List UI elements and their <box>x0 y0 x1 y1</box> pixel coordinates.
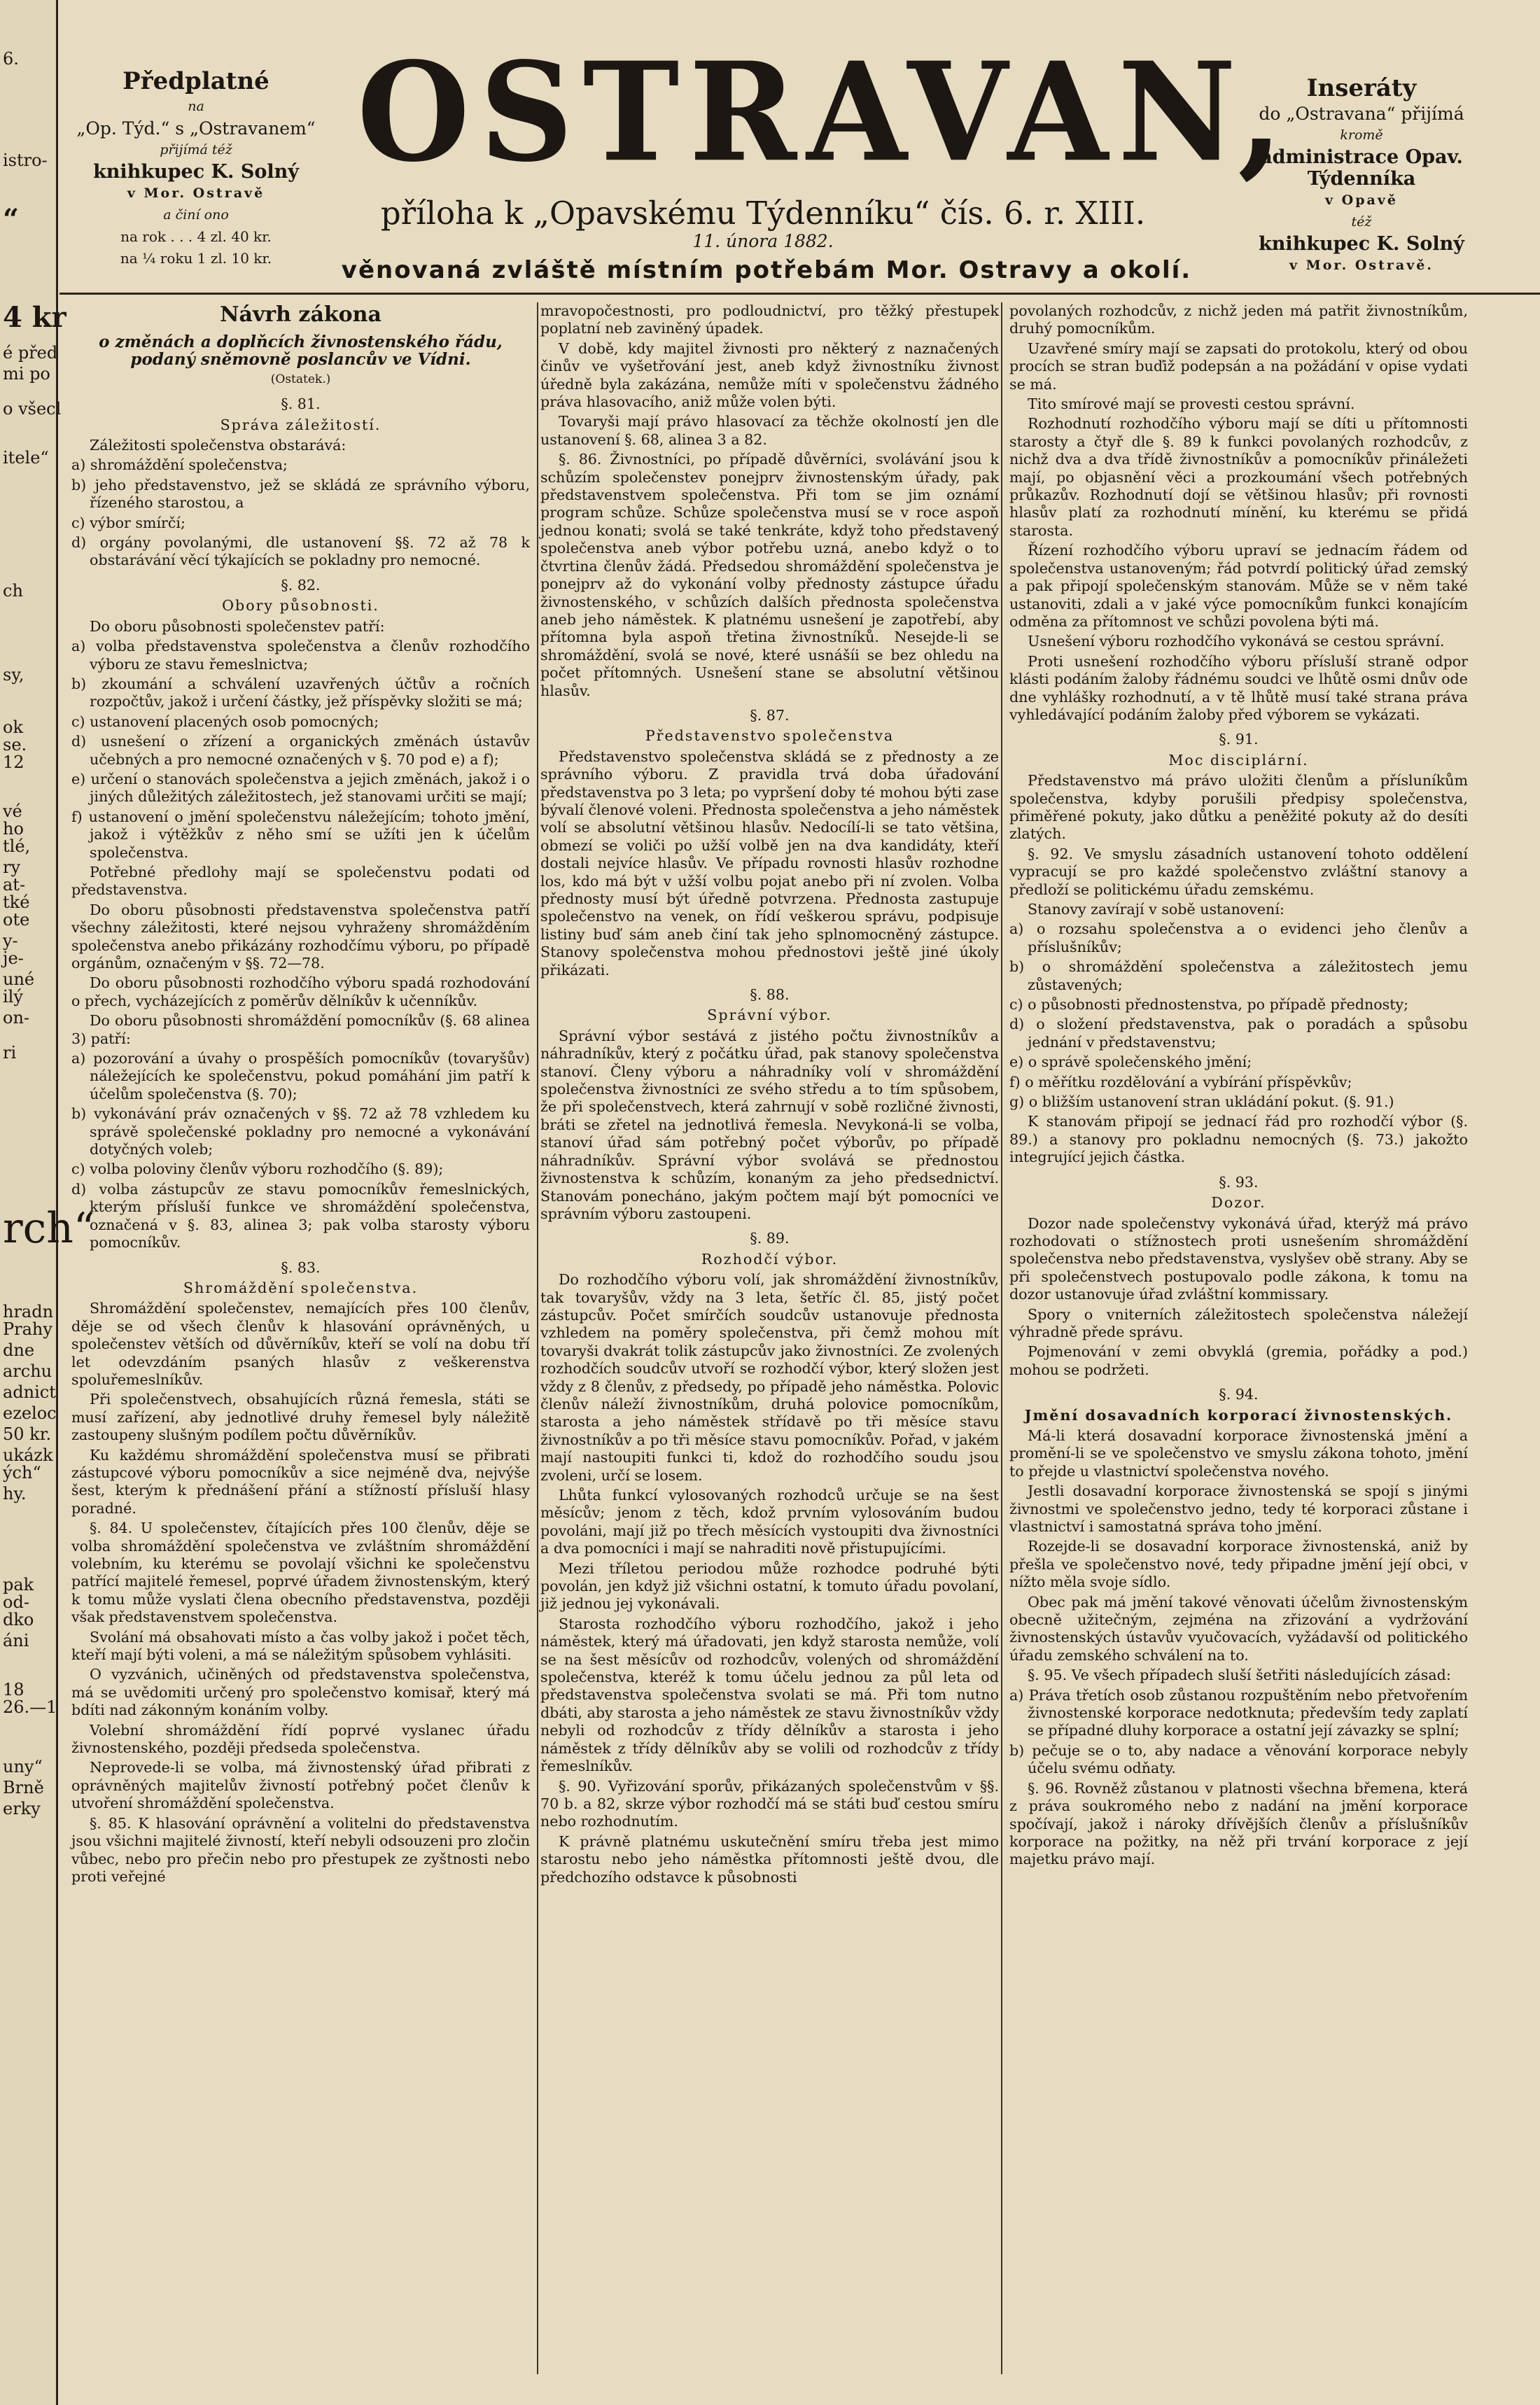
margin-fragment: ry <box>3 857 21 877</box>
paragraph: V době, kdy majitel živnosti pro některý z naznačených činův ve vyšetřování jest, aneb když živnostníku živnost úředně byla zakázána, nemůže míti v společenstvu žádného práva hlasovacího, aniž může volen býti. <box>540 339 999 411</box>
paragraph: Do oboru působnosti rozhodčího výboru spadá rozhodování o přech, vycházejících z poměrův dělníkův k učenníkův. <box>71 974 530 1009</box>
paragraph: Usnešení výboru rozhodčího vykonává se cestou správní. <box>1028 633 1445 650</box>
section-title: Rozhodčí výbor. <box>701 1250 839 1268</box>
margin-fragment: hradn <box>3 1302 54 1321</box>
paragraph: Proti usnešení rozhodčího výboru přísluší straně odpor klásti podáním žaloby řádnému soudci ve lhůtě osmi dnův ode dne vyhlášky rozhodnutí, a v tě lhůtě musí také strana práva vyhledávající podáním žaloby před výborem se vykázati. <box>1009 652 1468 723</box>
advert-line: administrace Opav. Týdenníka <box>1260 146 1463 190</box>
margin-fragment: ilý <box>3 987 23 1007</box>
paragraph: Rozejde-li se dosavadní korporace živnostenská, aniž by přešla ve společenstvo nové, tedy připadne jmění její obci, v nížto měla svoje sídlo. <box>1009 1538 1468 1591</box>
list-item: b) o shromáždění společenstva a záležitostech jemu zůstavených; <box>1009 958 1468 993</box>
margin-fragment: 12 <box>3 752 24 772</box>
paragraph: §. 95. Ve všech případech sluší šetřiti následujících zásad: <box>1028 1667 1451 1684</box>
article-subtitle: o změnách a doplňcích živnostenského řádu, podaný sněmovně poslancův ve Vídni. <box>99 332 503 370</box>
margin-fragment: archu <box>3 1361 52 1381</box>
paragraph: Do oboru působnosti společenstev patří: <box>90 617 385 635</box>
margin-fragment: uné <box>3 969 35 989</box>
margin-fragment: 50 kr. <box>3 1424 52 1444</box>
paragraph: Tito smírové mají se provesti cestou správní. <box>1028 395 1355 413</box>
margin-fragment: ho <box>3 819 24 839</box>
margin-fragment: Brně <box>3 1778 44 1797</box>
section-number: §. 91. <box>1219 731 1259 748</box>
list-item: c) o působnosti přednostenstva, po případě přednosty; <box>1009 996 1409 1014</box>
paragraph: Při společenstvech, obsahujících různá řemesla, státi se musí zařízení, aby jednotlivé druhy řemesel byly náležitě zastoupeny slušným podílem počtu důvěrníkův. <box>71 1391 530 1444</box>
list-item: c) volba poloviny členův výboru rozhodčího (§. 89); <box>71 1161 444 1178</box>
paragraph: Shromáždění společenstev, nemajících přes 100 členův, děje se od všech členův k hlasování oprávněných, u společenstev větších od důvěrníkův, kteří se volí na dobu tří let odevzdáním psaných hlasův z veškerenstva spoluřemeslníkův. <box>71 1300 530 1388</box>
list-item: g) o bližším ustanovení stran ukládání pokut. (§. 91.) <box>1009 1093 1394 1111</box>
paragraph: K stanovám připojí se jednací řád pro rozhodčí výbor (§. 89.) a stanovy pro pokladnu nemocných (§. 73.) jakožto integrující jejich částka. <box>1009 1113 1468 1166</box>
paragraph: Ku každému shromáždění společenstva musí se přibrati zástupcové výboru pomocníkův a sice nejméně dva, nejvýše šest, kterým k přednášení přání a stížností přísluší hlasy poradné. <box>71 1446 530 1517</box>
subscription-line: na rok . . . 4 zl. 40 kr. <box>120 228 272 245</box>
advert-line: kromě <box>1340 127 1383 143</box>
list-item: c) výbor smírčí; <box>71 514 186 531</box>
advert-line: v Opavě <box>1325 192 1398 208</box>
margin-fragment: se. <box>3 735 27 755</box>
margin-fragment: hy. <box>3 1484 27 1503</box>
margin-fragment: ok <box>3 717 23 737</box>
continued-note: (Ostatek.) <box>270 372 331 386</box>
margin-fragment: at- <box>3 875 26 895</box>
subscription-box <box>70 66 322 269</box>
list-item: d) volba zástupcův ze stavu pomocníkův řemeslnických, kterým přísluší funkce ve shromáždění společenstva, označená v §. 83, alinea 3; pak volba starosty výboru pomocníkův. <box>71 1180 530 1251</box>
column-separator <box>1001 302 1002 2374</box>
list-item: e) o správě společenského jmění; <box>1009 1053 1252 1071</box>
margin-fragment: áni <box>3 1631 29 1650</box>
section-number: §. 94. <box>1219 1386 1259 1403</box>
list-item: a) o rozsahu společenstva a o evidenci jeho členův a příslušníkův; <box>1009 920 1468 955</box>
section-title: Správní výbor. <box>707 1007 832 1024</box>
section-title: Obory působnosti. <box>222 597 379 615</box>
masthead-date: 11. února 1882. <box>692 231 834 251</box>
list-item: b) jeho představenstvo, jež se skládá ze správního výboru, řízeného starostou, a <box>71 476 530 512</box>
section-title: Jmění dosavadních korporací živnostenských. <box>1024 1406 1453 1424</box>
margin-fragment: dko <box>3 1610 34 1629</box>
advert-line: v Mor. Ostravě. <box>1289 258 1434 273</box>
list-item: a) volba představenstva společenstva a členův rozhodčího výboru ze stavu řemeslnictva; <box>71 638 530 673</box>
list-item: f) o měřítku rozdělování a vybírání příspěvkův; <box>1009 1073 1352 1091</box>
masthead-subtitle: příloha k „Opavskému Týdenníku“ čís. 6. r. XIII. <box>380 195 1146 232</box>
paragraph: §. 86. Živnostníci, po případě důvěrníci, svolávání jsou k schůzím společenstev ponejprv živnostenským úřady, pak představenstvem společenstva. Při tom se jim oznámí program schůze. Schůze společenstva musí se v roce aspoň jednou konati; svolá se také tenkráte, když toho představený společenstva aneb výbor potřebu uzná, anebo když o to čtvrtina členův žádá. Předsedou shromáždění společenstva je ponejprv až do vykonání volby přednosty zástupce úřadu živnostenského, v schůzích dalších přednosta společenstva aneb jeho náměstek. K platnému usnešení je zapotřebí, aby přítomna byla aspoň třetina živnostníků. Nesejde-li se shromáždění, svolá se nové, které usnášíi se bez ohledu na počet přítomných. Usnešení stane se absolutní většinou hlasův. <box>540 451 999 699</box>
paragraph: Uzavřené smíry mají se zapsati do protokolu, který od obou procích se stran buďiž podepsán a na požádání v opise vydati se má. <box>1009 339 1468 393</box>
paragraph: Představenstvo společenstva skládá se z přednosty a ze správního výboru. Z pravidla trvá doba úřadování představenstva po 3 leta; po vypršení doby té mohou býti zase bývalí členové voleni. Přednosta společenstva a jeho náměstek volí se absolutní většinou hlasův. Nedocílí-li se tato většina, obmezí se voliči po užší volbě jen na dva kandidáty, kteří dostali nejvíce hlasův. Ve případu rovnosti hlasův rozhodne los, kdo má být v užší volbu pojat anebo při ní zvolen. Volba přednosty musí být úředně potvrzena. Přednosta zastupuje společenstvo na venek, on řídí veškerou správu, podpisuje listiny buď sám aneb činí tak jeho splnomocněný zástupce. Stanovy společenstva mohou přednostovi ještě jiné úkoly přikázati. <box>540 748 999 979</box>
section-title: Představenstvo společenstva <box>645 727 895 745</box>
paragraph: mravopočestnosti, pro podloudnictví, pro těžký přestupek poplatní neb zaviněný úpadek. <box>540 302 999 337</box>
paragraph: Záležitosti společenstva obstarává: <box>90 437 346 454</box>
paragraph: Starosta rozhodčího výboru rozhodčího, jakož i jeho náměstek, který má úřadovati, jen když starosta nemůže, volí se na šest měsícův od rozhodcův, volených od shromáždění společenstva, kteréž k tomu účelu jednou za půl leta od představenstva společenstva svolati se má. Při tom nutno dbáti, aby starosta a jeho náměstek ze stavu živnostníkův vždy nebyli od rozhodcův z třídy dělníkův a starosta i jeho náměstek z třídy dělníkův aby se volili od rozhodcův z třídy řemeslníkův. <box>540 1615 999 1775</box>
margin-fragment: ri <box>3 1043 17 1063</box>
paragraph: Spory o vniterních záležitostech společenstva náležejí výhradně přede správu. <box>1009 1305 1468 1340</box>
list-item: e) určení o stanovách společenstva a jejich změnách, jakož i o jiných důležitých záležitostech, jež stanovami určiti se mají; <box>71 770 530 806</box>
paragraph: Neprovede-li se volba, má živnostenský úřad přibrati z oprávněných majitelův živností potřebný počet členův k utvoření shromáždění společenstva. <box>71 1759 530 1812</box>
advert-title: Inseráty <box>1306 74 1417 102</box>
paragraph: Jestli dosavadní korporace živnostenská se spojí s jinými živnostmi ve společenstvo jedno, tedy té korporaci zůstane i vlastnictví i samostatná správa toho jmění. <box>1009 1482 1468 1535</box>
paragraph: Pojmenování v zemi obvyklá (gremia, pořádky a pod.) mohou se podržeti. <box>1009 1343 1468 1378</box>
paragraph: Potřebné předlohy mají se společenstvu podati od představenstva. <box>71 863 530 899</box>
margin-fragment: erky <box>3 1799 41 1818</box>
margin-fragment: dne <box>3 1340 35 1360</box>
margin-fragment: o všecl <box>3 399 62 419</box>
margin-fragment: 4 kr <box>3 301 66 334</box>
margin-fragment: je- <box>3 948 24 968</box>
subscription-title: Předplatné <box>122 67 270 95</box>
section-title: Shromáždění společenstva. <box>183 1279 419 1296</box>
list-item: c) ustanovení placených osob pomocných; <box>71 713 379 730</box>
margin-fragment: rch“ <box>3 1204 95 1253</box>
section-title: Moc disciplární. <box>1168 751 1309 769</box>
paragraph: Do oboru působnosti představenstva společenstva patří všechny záležitosti, které nejsou vyhraženy shromážděním společenstva anebo přikázány rozhodčímu výboru, po případě orgánům, označeným v §§. 72—78. <box>71 901 530 972</box>
subscription-line: v Mor. Ostravě <box>127 185 265 201</box>
section-number: §. 93. <box>1219 1173 1259 1191</box>
subscription-line: „Op. Týd.“ s „Ostravanem“ <box>76 118 316 139</box>
paragraph: Volební shromáždění řídí poprvé vyslanec úřadu živnostenského, později předseda společenstva. <box>71 1721 530 1757</box>
paragraph: Do oboru působnosti shromáždění pomocníkův (§. 68 alinea 3) patří: <box>71 1012 530 1047</box>
list-item: d) orgány povolanými, dle ustanovení §§. 72 až 78 k obstarávání věcí týkajících se pokladny pro nemocné. <box>71 534 530 569</box>
paragraph: Stanovy zavírají v sobě ustanovení: <box>1028 901 1284 918</box>
list-item: b) pečuje se o to, aby nadace a věnování korporace nebyly účelu svému odňaty. <box>1009 1741 1468 1777</box>
margin-fragment: tlé, <box>3 836 31 856</box>
paragraph: §. 92. Ve smyslu zásadních ustanovení tohoto oddělení vypracují se pro každé společenstvo zvláštní stanovy a předloží se politickému úřadu zemskému. <box>1009 845 1468 898</box>
masthead-title: OSTRAVAN, <box>357 31 1293 192</box>
article-title: Návrh zákona <box>220 302 382 327</box>
section-number: §. 87. <box>750 706 790 724</box>
margin-fragment: 18 <box>3 1680 24 1699</box>
paragraph: §. 90. Vyřizování sporův, přikázaných společenstvům v §§. 70 b. a 82, skrze výbor rozhodčí má se státi buď cestou smíru nebo rozhodnutím. <box>540 1777 999 1830</box>
subscription-line: přijímá též <box>160 142 232 157</box>
column-separator <box>537 302 538 2374</box>
paragraph: Rozhodnutí rozhodčího výboru mají se díti u přítomnosti starosty a čtyř dle §. 89 k funkci povolaných rozhodcův, z nichž dva a dva třídě živnostníkův a pomocníkův přináležeti mají, po objasnění věci a prozkoumání všech potřebných průkazův. Rozhodnutí dojí se většinou hlasův; při rovnosti hlasův platí za rozhodnutí mínění, ku kterému se přidá starosta. <box>1009 415 1468 539</box>
margin-fragment: pak <box>3 1575 34 1594</box>
paragraph: Svolání má obsahovati místo a čas volby jakož i počet těch, kteří mají býti voleni, a má se náležitým spůsobem vyhlásiti. <box>71 1628 530 1664</box>
margin-fragment: ote <box>3 910 30 930</box>
list-item: a) Práva třetích osob zůstanou rozpuštěním nebo přetvořením živnostenské korporace nedotknuta; především tedy zaplatí se případné dluhy korporace a ostatní její závazky se splní; <box>1009 1686 1468 1739</box>
section-number: §. 81. <box>281 395 321 413</box>
list-item: b) vykonávání práv označených v §§. 72 až 78 vzhledem ku správě společenské pokladny pro nemocné a vykonávání dotyčných voleb; <box>71 1105 530 1158</box>
section-number: §. 88. <box>750 986 790 1004</box>
paragraph: Správní výbor sestává z jistého počtu živnostníkův a náhradníkův, který z počátku úřad, pak stanovy společenstva stanoví. Členy výboru a náhradníky volí v shromáždění společenstva živnostníci ze svého středu a to tím spůsobem, že při společenstvech, která zahrnují v sobě rozličné živnosti, bráti se zřetel na jednotlivá řemesla. Nevykoná-li se volba, stanoví úřad sám potřebný počet výborův, po případě náhradníkův. Správní výbor svolává se přednostou živnostenstva k schůzím, konaným za jeho předsednictví. Stanovám ponecháno, jakým počtem mají být pomocníci ve správním výboru zastoupeni. <box>540 1027 999 1222</box>
subscription-line: knihkupec K. Solný <box>93 161 299 183</box>
margin-fragment: “ <box>3 203 20 236</box>
subscription-line: na ¼ roku 1 zl. 10 kr. <box>120 250 272 267</box>
list-item: d) o složení představenstva, pak o poradách a spůsobu jednání v představenstvu; <box>1009 1016 1468 1051</box>
section-title: Dozor. <box>1211 1194 1266 1212</box>
margin-fragment: sy, <box>3 665 24 685</box>
list-item: a) shromáždění společenstva; <box>71 456 288 474</box>
list-item: d) usnešení o zřízení a organických změnách ústavův učebných a pro nemocné označených v §. 70 pod e) a f); <box>71 733 530 768</box>
paragraph: K právně platnému uskutečnění smíru třeba jest mimo starostu nebo jeho náměstka přítomnosti ještě dvou, dle předchozího odstavce k působnosti <box>540 1832 999 1886</box>
list-item: f) ustanovení o jmění společenstvu náležejícím; tohoto jmění, jakož i výtěžkův z něho smí se užíti jen k účelům společenstva. <box>71 808 530 861</box>
advert-box <box>1214 73 1508 276</box>
margin-fragment: adnict <box>3 1382 56 1402</box>
paragraph: Do rozhodčího výboru volí, jak shromáždění živnostníkův, tak tovaryšův, vždy na 3 leta, šetříc čl. 85, jistý počet zástupcův. Počet smírčích soudcův ustanovuje přednosta vzhledem na poměry společenstva, při čemž mohou mít tovaryši dvakrát tolik zástupcův jako živnostníci. Ze zvolených rozhodčích soudcův utvoří se rozhodčí výbor, který složen jest vždy z 8 členův, z předsedy, po případě jeho náměstka. Polovic členův náleží živnostníkům, druhá polovice pomocníkům, starosta a jeho náměstek střídavě po tři měsíce stavu živnostníkův a po tři měsíce stavu pomocníkův. Pořad, v jakém mají nastoupiti funkci ti, kdož do rozhodčího soudu jsou zvoleni, určí se losem. <box>540 1271 999 1484</box>
section-number: §. 82. <box>281 576 321 594</box>
column-1 <box>71 302 530 1888</box>
paragraph: O vyzvánich, učiněných od představenstva společenstva, má se uvědomiti určený pro společenstvo komisař, který má bdíti nad zákonným konáním volby. <box>71 1666 530 1719</box>
section-number: §. 89. <box>750 1230 790 1247</box>
margin-fragment: é před <box>3 343 58 363</box>
paragraph: §. 84. U společenstev, čítajících přes 100 členův, děje se volba shromáždění společenstva ve zvláštním shromáždění volebním, ku kterému se povolají všichni ke společenstvu patřící majitelé řemesel, poprvé úřadem živnostenským, který k tomu může vyslati člena obecního představenstva, později však představenstvem společenstva. <box>71 1520 530 1626</box>
margin-fragment: ezeloc <box>3 1403 57 1423</box>
paragraph: Obec pak má jmění takové věnovati účelům živnostenským obecně užitečným, zejména na zřizování a vydržování živnostenských ústavův vyučovacích, vyžádavší od politického úřadu zemského schválení na to. <box>1009 1593 1468 1664</box>
margin-fragment: ukázk <box>3 1445 53 1465</box>
margin-fragment: 6. <box>3 49 19 69</box>
paragraph: Mezi tříletou periodou může rozhodce podruhé býti povolán, jen když již všichni ostatní, k tomuto úřadu povolaní, již jednou jej vykonávali. <box>540 1559 999 1613</box>
left-margin-strip <box>0 0 95 2405</box>
paragraph: §. 96. Rovněž zůstanou v platnosti všechna břemena, která z práva soukromého nebo z nadání na jmění korporace spočívají, jakož i nároky dřívějších členův a příslušníkův korporace na požitky, na něž při trvání korporace z její majetku právo mají. <box>1009 1779 1468 1868</box>
section-title: Správa záležitostí. <box>220 416 382 433</box>
paragraph: Představenstvo má právo uložiti členům a přísluníkům společenstva, kdyby porušili předpisy společenstva, přiměřené pokuty, jako důtku a peněžité pokuty až do desíti zlatých. <box>1009 772 1468 843</box>
margin-fragment: tké <box>3 892 30 912</box>
margin-fragment: ch <box>3 581 23 601</box>
paragraph: Má-li která dosavadní korporace živnostenská jmění a promění-li se ve společenstvo ve smyslu zákona tohoto, jmění to přejde u vlastnictví společenstva nového. <box>1009 1426 1468 1480</box>
paragraph: Tovaryši mají právo hlasovací za těchže okolností jen dle ustanovení §. 68, alinea 3 a 82. <box>540 413 999 448</box>
margin-fragment: itele“ <box>3 448 49 468</box>
margin-fragment: on- <box>3 1008 30 1028</box>
subscription-line: na <box>188 99 204 114</box>
margin-fragment: vé <box>3 801 22 821</box>
advert-line: knihkupec K. Solný <box>1259 233 1464 255</box>
paragraph: povolaných rozhodcův, z nichž jeden má patřit živnostníkům, druhý pomocníkům. <box>1009 302 1468 337</box>
subscription-line: a činí ono <box>163 207 229 223</box>
paragraph: Lhůta funkcí vylosovaných rozhodců určuje se na šest měsícův; jenom z těch, kdož prvním vylosováním budou povoláni, mají již po třech měsících vystoupiti dva živnostníci a dva pomocníci i mají se nahraditi nově přistupujícími. <box>540 1487 999 1557</box>
advert-line: též <box>1351 214 1372 230</box>
paragraph: Dozor nade společenstvy vykonává úřad, kterýž má právo rozhodovati o stížnostech proti usnešením shromáždění společenstva nebo představenstva, vyslyšev obě strany. Aby se při společenstvech postupovalo podle zákona, k tomu na dozor ustanovuje úřad zvláštní kommissary. <box>1009 1214 1468 1303</box>
list-item: a) pozorování a úvahy o prospěších pomocníkův (tovaryšův) náležejících ke společenstvu, pokud pomáhání jim patří k účelům společenstva (§. 70); <box>71 1050 530 1102</box>
margin-fragment: uny“ <box>3 1757 43 1776</box>
paragraph: Řízení rozhodčího výboru upraví se jednacím řádem od společenstva ustanoveným; řád potvrdí politický úřad zemský a pak připojí společenským stanovám. Může se v něm také ustanoviti, zdali a v jaké výce pomocníkům funkci konajícím odměna za přítomnost ve schůzi povolena býti má. <box>1009 542 1468 630</box>
margin-fragment: mi po <box>3 364 50 384</box>
column-3 <box>1009 302 1468 1871</box>
header-rule <box>59 293 1540 295</box>
margin-fragment: y- <box>3 931 18 951</box>
column-2 <box>540 302 999 1888</box>
margin-fragment: 26.—1 <box>3 1697 57 1717</box>
paragraph: §. 85. K hlasování oprávnění a volitelni do představenstva jsou všichni majitelé živností, kteří nebyli odsouzeni pro zločin vůbec, nebo pro přečin nebo pro přestupek ze zyštnosti nebo proti veřejné <box>71 1814 530 1885</box>
list-item: b) zkoumání a schválení uzavřených účtův a ročních rozpočtův, jakož i určení částky, jež příspěvky složiti se má; <box>71 675 530 710</box>
section-number: §. 83. <box>281 1258 321 1276</box>
advert-line: do „Ostravana“ přijímá <box>1259 104 1464 124</box>
margin-fragment: istro- <box>3 150 48 170</box>
masthead-motto: věnovaná zvláště místním potřebám Mor. Ostravy a okolí. <box>341 256 1192 284</box>
margin-fragment: ých“ <box>3 1463 41 1482</box>
margin-fragment: od- <box>3 1592 29 1612</box>
margin-fragment: Prahy <box>3 1319 52 1339</box>
